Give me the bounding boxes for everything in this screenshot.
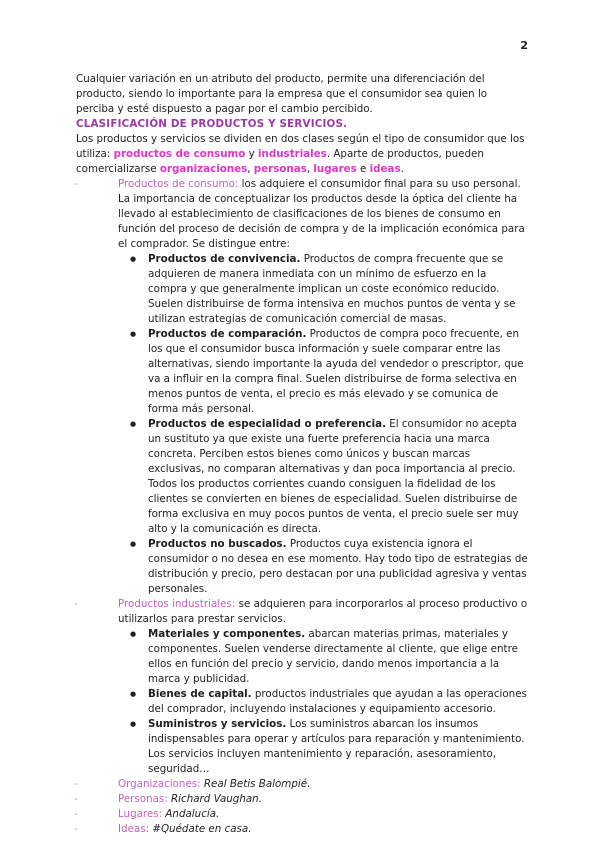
example-label: Personas: <box>118 793 168 805</box>
item-text: Productos de compra frecuente que se adquieren de manera inmediata con un mínimo de esfuerzo en la compra y que generalmente implican un coste económico reducido. Suelen distribuirse de forma intensiva en muchos puntos de venta y se utilizan estrategias de comunicación comercial de masas. <box>148 253 516 325</box>
document-body <box>76 72 528 837</box>
list-item <box>148 327 528 417</box>
list-item <box>148 417 528 537</box>
page-number: 2 <box>520 39 528 52</box>
item-heading: Productos no buscados. <box>148 538 287 550</box>
item-text: productos industriales que ayudan a las operaciones del comprador, incluyendo instalaciones y equipamiento accesorio. <box>148 688 527 715</box>
item-text: abarcan materias primas, materiales y componentes. Suelen venderse directamente al cliente, que elige entre ellos en función del precio y servicio, dando menos importancia a la marca y publicidad. <box>148 628 518 685</box>
example-label: Ideas: <box>118 823 150 835</box>
section-title: CLASIFICACIÓN DE PRODUCTOS Y SERVICIOS. <box>76 118 348 130</box>
category-label: Productos industriales: <box>118 598 236 610</box>
example-value: Andalucía. <box>165 808 220 820</box>
highlight-lugares: lugares <box>313 163 357 175</box>
item-heading: Materiales y componentes. <box>148 628 306 640</box>
highlight-organizaciones: organizaciones <box>159 163 248 175</box>
example-value: #Quédate en casa. <box>152 823 252 835</box>
list-item <box>148 687 528 717</box>
item-text: El consumidor no acepta un sustituto ya que existe una fuerte preferencia hacia una marca concreta. Perciben estos bienes como únicos y buscan marcas exclusivas, no comparan alternativas y dan poca importancia al precio. Todos los productos corrientes cuando consiguen la fidelidad de los clientes se convierten en bienes de especialidad. Suelen distribuirse de forma exclusiva en muy pocos puntos de venta, el precio suele ser muy alto y la comunicación es directa. <box>148 418 519 535</box>
classes-paragraph <box>76 132 528 177</box>
list-item <box>148 717 528 777</box>
item-text: Productos cuya existencia ignora el consumidor o no desea en ese momento. Hay todo tipo de estrategias de distribución y precio, pero destacan por una publicidad agresiva y ventas personales. <box>148 538 528 595</box>
list-item <box>148 627 528 687</box>
highlight-ideas: ideas <box>369 163 401 175</box>
item-text: Productos de compra poco frecuente, en los que el consumidor busca información y suele comparar entre las alternativas, siendo importante la ayuda del vendedor o prescriptor, que va a influir en la compra final. Suelen distribuirse de forma selectiva en menos puntos de venta, el precio es más elevado y se comunica de forma más personal. <box>148 328 524 415</box>
text-run: , <box>247 163 254 175</box>
category-consumo <box>56 177 528 252</box>
example-value: Real Betis Balompié. <box>203 778 311 790</box>
example-value: Richard Vaughan. <box>171 793 262 805</box>
item-heading: Bienes de capital. <box>148 688 252 700</box>
item-heading: Productos de comparación. <box>148 328 307 340</box>
example-label: Organizaciones: <box>118 778 201 790</box>
category-label: Productos de consumo: <box>118 178 239 190</box>
text-run: . Aparte de productos, pueden comercializarse <box>76 148 484 175</box>
list-item <box>148 252 528 327</box>
highlight-industriales: industriales <box>258 148 327 160</box>
item-text: Los suministros abarcan los insumos indispensables para operar y artículos para reparación y mantenimiento. Los servicios incluyen mantenimiento y reparación, asesoramiento, seguridad… <box>148 718 525 775</box>
example-organizaciones <box>56 777 528 792</box>
item-heading: Productos de convivencia. <box>148 253 301 265</box>
example-label: Lugares: <box>118 808 163 820</box>
text-run: . <box>400 163 404 175</box>
consumo-list <box>76 252 528 597</box>
category-industriales <box>56 597 528 627</box>
item-heading: Productos de especialidad o preferencia. <box>148 418 386 430</box>
highlight-personas: personas <box>253 163 307 175</box>
example-personas <box>56 792 528 807</box>
list-item <box>148 537 528 597</box>
text-run: e <box>356 163 370 175</box>
highlight-consumo: productos de consumo <box>113 148 246 160</box>
text-run: , <box>306 163 314 175</box>
example-lugares <box>56 807 528 822</box>
intro-paragraph: Cualquier variación en un atributo del producto, permite una diferenciación del producto, siendo lo importante para la empresa que el consumidor sea quien lo perciba y esté dispuesto a pagar por el cambio percibido. <box>76 73 488 115</box>
text-run: Los productos y servicios se dividen en dos clases según el tipo de consumidor que los utiliza: <box>76 133 525 160</box>
example-ideas <box>56 822 528 837</box>
item-heading: Suministros y servicios. <box>148 718 287 730</box>
category-text: los adquiere el consumidor final para su uso personal. La importancia de conceptualizar los productos desde la óptica del cliente ha llevado al establecimiento de clasificaciones de los bienes de consumo en función del proceso de decisión de compra y de la implicación económica para el comprador. Se distingue entre: <box>118 178 525 250</box>
industriales-list <box>76 627 528 777</box>
category-text: se adquieren para incorporarlos al proceso productivo o utilizarlos para prestar servicios. <box>118 598 528 625</box>
text-run: y <box>245 148 258 160</box>
